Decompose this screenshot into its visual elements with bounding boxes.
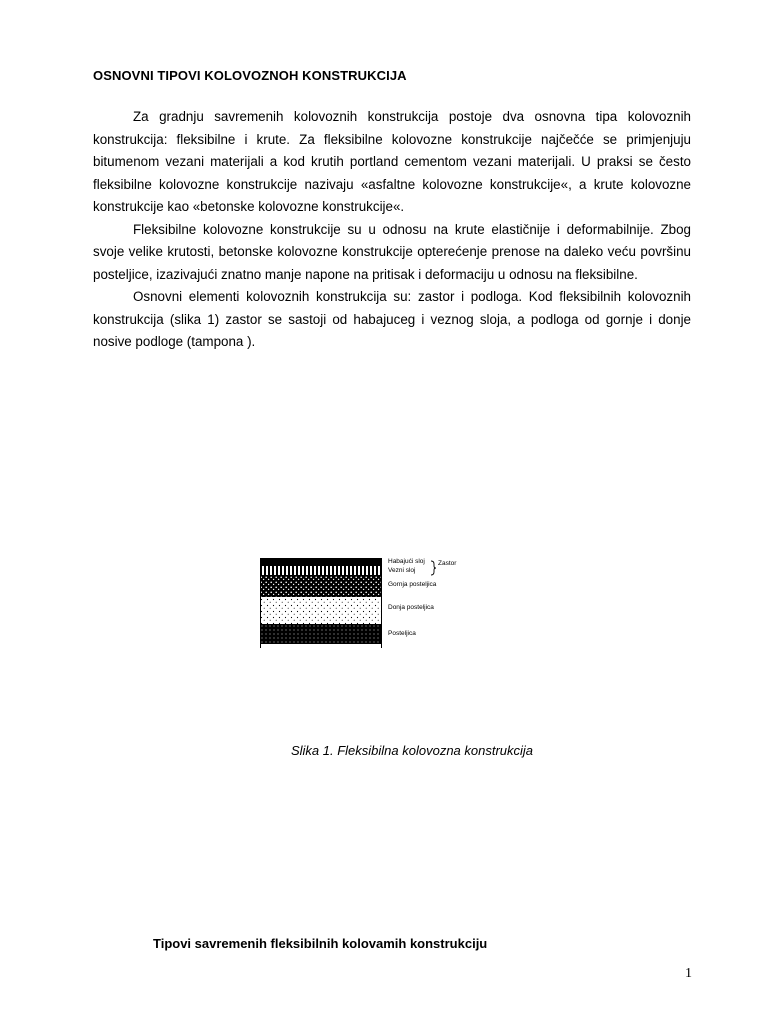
figure-caption: Slika 1. Fleksibilna kolovozna konstrukcija: [290, 743, 534, 758]
label-wearing-layer: Habajući sloj: [388, 558, 425, 565]
label-subgrade: Posteljica: [388, 630, 416, 637]
document-heading: OSNOVNI TIPOVI KOLOVOZNOH KONSTRUKCIJA: [93, 68, 407, 83]
wearing-layer: [260, 558, 382, 566]
section-subheading: Tipovi savremenih fleksibilnih kolovamih konstrukciju: [153, 936, 488, 951]
label-upper-base: Gornja posteljica: [388, 581, 437, 588]
paragraph: Za gradnju savremenih kolovoznih konstrukcija postoje dva osnovna tipa kolovoznih konstrukcija: fleksibilne i krute. Za fleksibilne kolovozne konstrukcije najčečće se primjenjuju bitumenom vezani materijali a kod krutih portland cementom vezani materijali. U praksi se često fleksibilne kolovozne konstrukcije nazivaju «asfaltne kolovozne konstrukcije«, a krute kolovozne konstrukcije kao «betonske kolovozne konstrukcije«.: [93, 109, 691, 214]
paragraph: Fleksibilne kolovozne konstrukcije su u odnosu na krute elastičnije i deformabilnije. Zbog svoje velike krutosti, betonske kolovozne konstrukcije opterećenje prenose na daleko veću površinu posteljice, izazivajući znatno manje napone na pritisak i deformaciju u odnosu na fleksibilne.: [93, 221, 691, 282]
lower-base-layer: [260, 597, 382, 624]
label-lower-base: Donja posteljica: [388, 604, 434, 611]
upper-base-layer: [260, 575, 382, 597]
page-number: 1: [685, 966, 692, 981]
label-zastor: Zastor: [438, 560, 457, 567]
paragraph: Osnovni elementi kolovoznih konstrukcija su: zastor i podloga. Kod fleksibilnih kolovoznih konstrukcija (slika 1) zastor se sastoji od habajuceg i veznog sloja, a podloga od gornje i donje nosive podloge (tampona ).: [93, 289, 691, 349]
binder-layer: [260, 566, 382, 575]
body-text: [93, 106, 691, 354]
pavement-layers-diagram: [260, 556, 480, 650]
brace-icon: [431, 561, 436, 575]
label-binder-layer: Vezni sloj: [388, 567, 416, 574]
subgrade-layer: [260, 624, 382, 644]
pavement-layers-figure: [260, 556, 480, 650]
